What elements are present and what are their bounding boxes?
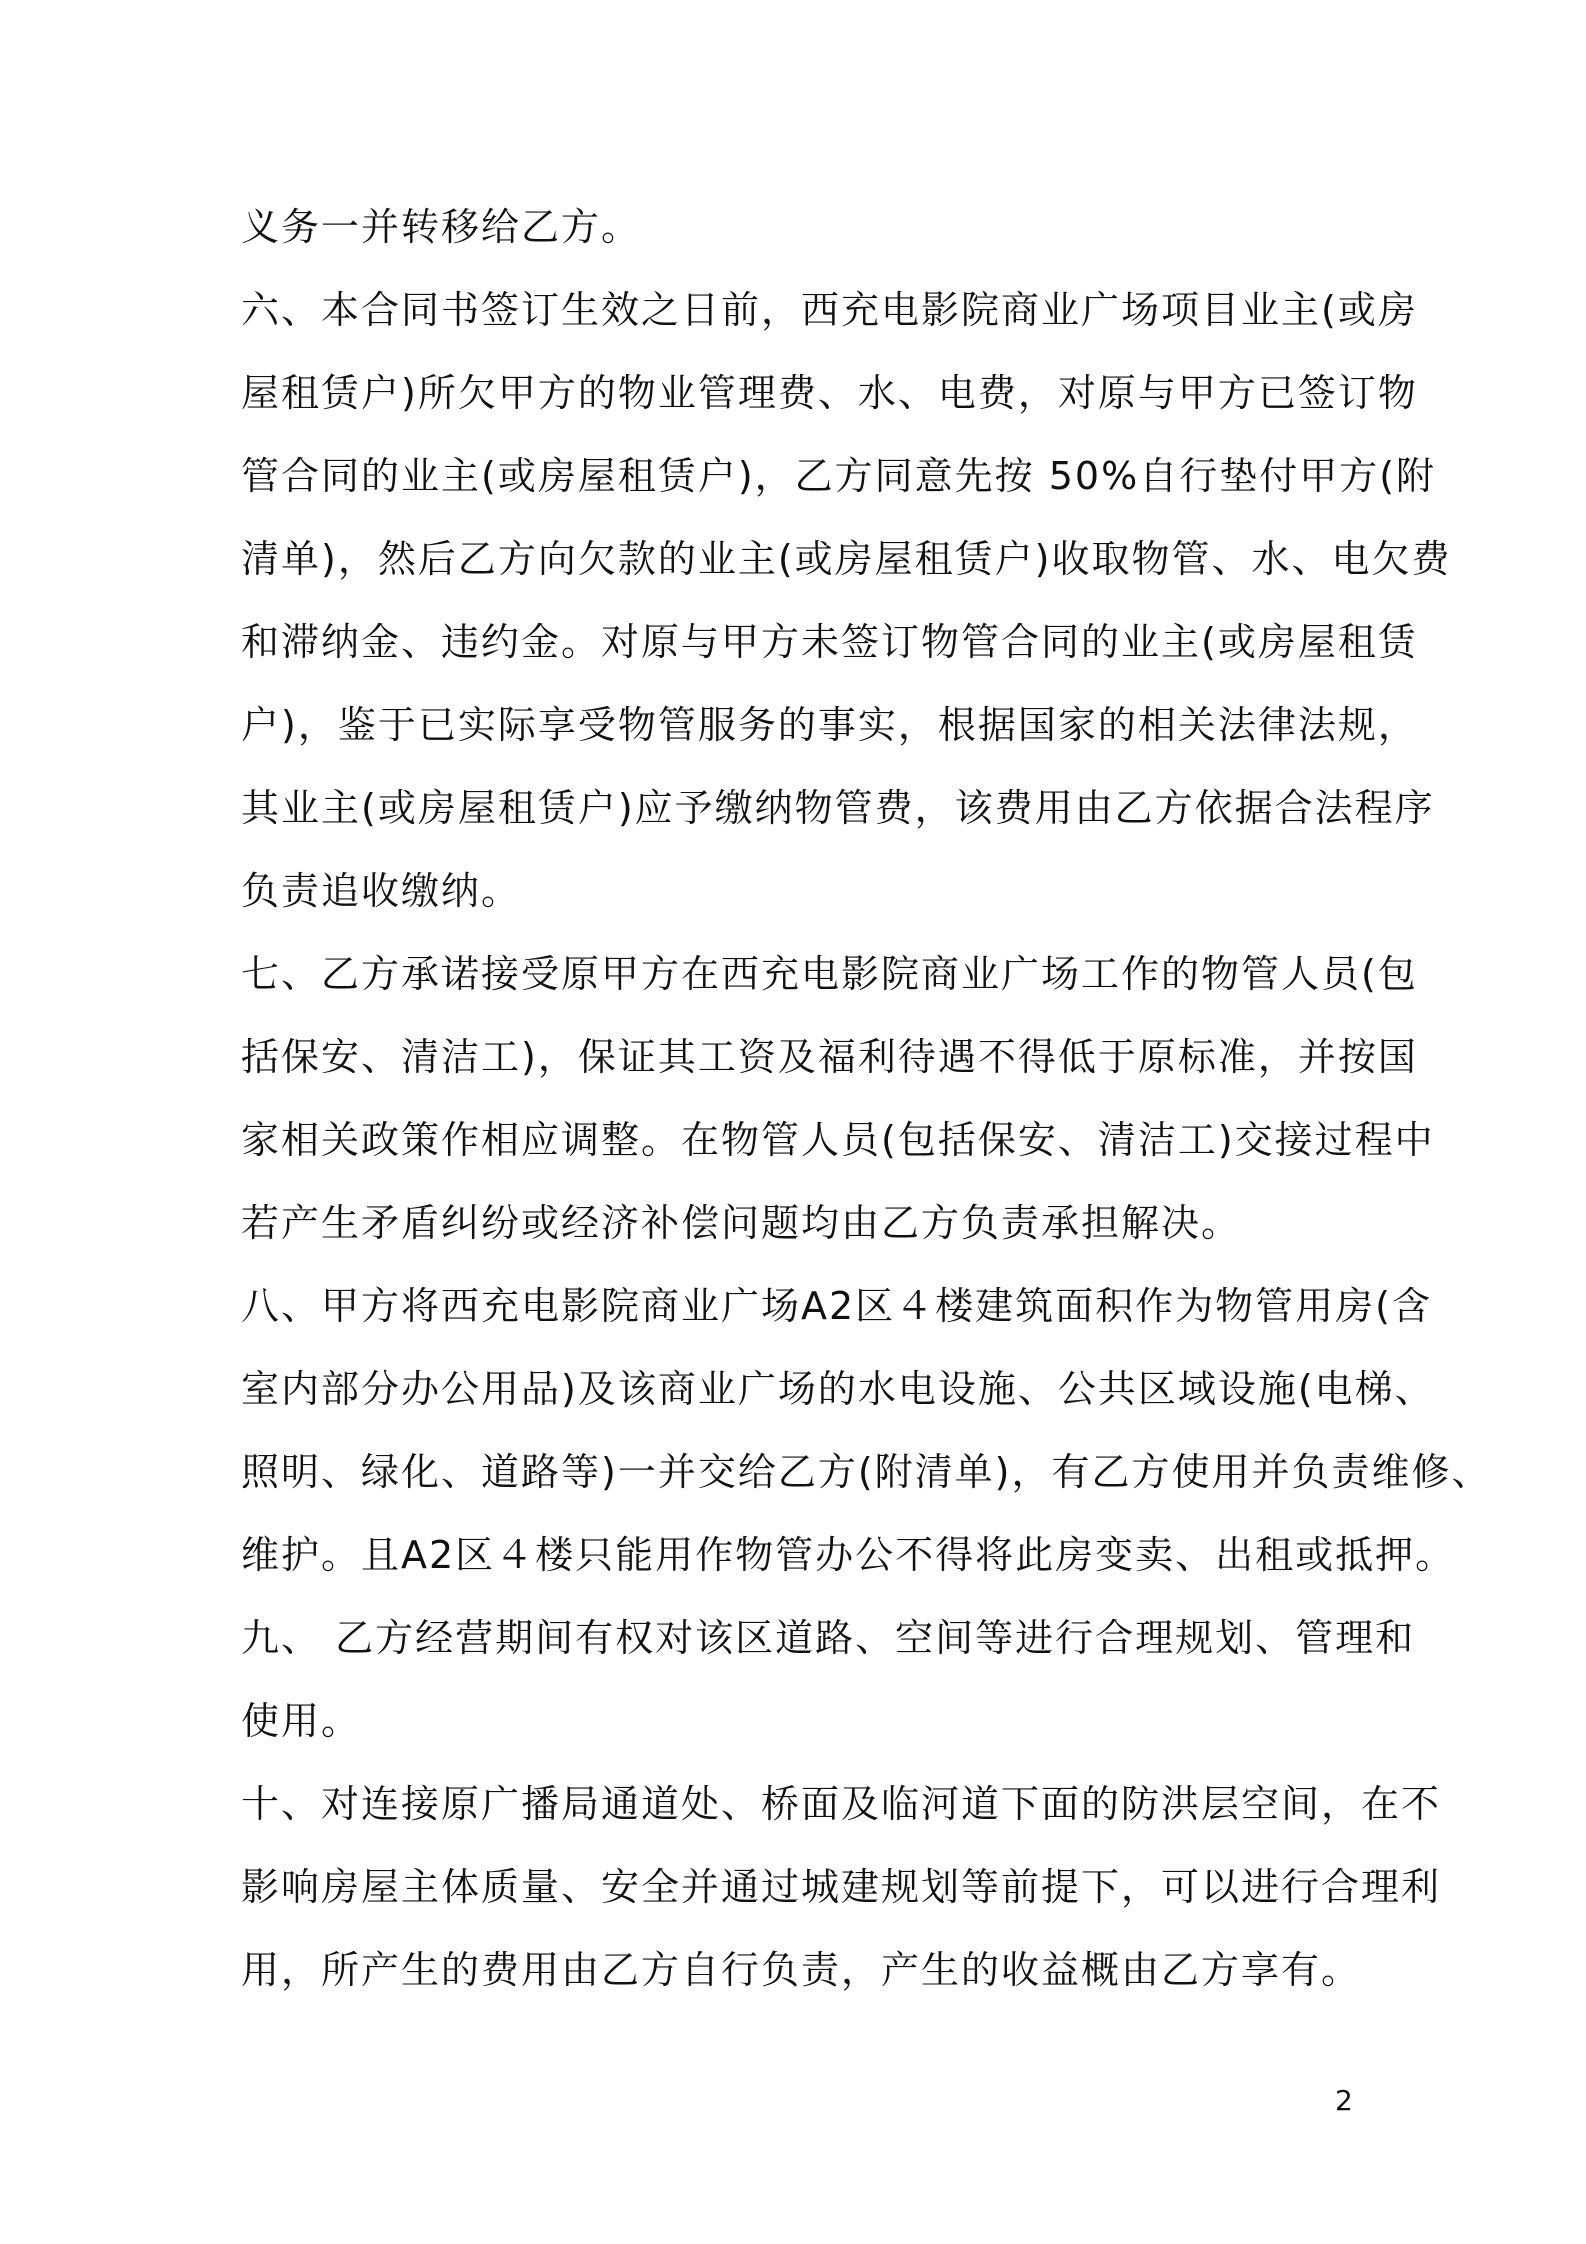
text-line: 维护。且A2区４楼只能用作物管办公不得将此房变卖、出租或抵押。: [241, 1533, 1456, 1577]
text-line: 屋租赁户)所欠甲方的物业管理费、水、电费，对原与甲方已签订物: [241, 371, 1418, 415]
text-line: 八、甲方将西充电影院商业广场A2区４楼建筑面积作为物管用房(含: [241, 1284, 1433, 1328]
text-line: 若产生矛盾纠纷或经济补偿问题均由乙方负责承担解决。: [241, 1201, 1242, 1245]
text-line: 用，所产生的费用由乙方自行负责，产生的收益概由乙方享有。: [241, 1948, 1362, 1992]
text-line: 影响房屋主体质量、安全并通过城建规划等前提下，可以进行合理利: [241, 1865, 1442, 1909]
text-line: 户)，鉴于已实际享受物管服务的事实，根据国家的相关法律法规，: [241, 703, 1418, 747]
text-line: 家相关政策作相应调整。在物管人员(包括保安、清洁工)交接过程中: [241, 1118, 1435, 1162]
text-line: 清单)，然后乙方向欠款的业主(或房屋租赁户)收取物管、水、电欠费: [241, 537, 1452, 581]
text-line: 使用。: [241, 1699, 362, 1743]
text-line: 九、 乙方经营期间有权对该区道路、空间等进行合理规划、管理和: [241, 1616, 1416, 1660]
text-line: 其业主(或房屋租赁户)应予缴纳物管费，该费用由乙方依据合法程序: [241, 786, 1435, 830]
text-line: 负责追收缴纳。: [241, 869, 522, 913]
text-line: 六、本合同书签订生效之日前，西充电影院商业广场项目业主(或房: [241, 288, 1418, 332]
text-line: 十、对连接原广播局通道处、桥面及临河道下面的防洪层空间，在不: [241, 1782, 1442, 1826]
text-line: 七、乙方承诺接受原甲方在西充电影院商业广场工作的物管人员(包: [241, 952, 1418, 996]
text-line: 管合同的业主(或房屋租赁户)，乙方同意先按 50%自行垫付甲方(附: [241, 454, 1437, 498]
text-line: 室内部分办公用品)及该商业广场的水电设施、公共区域设施(电梯、: [241, 1367, 1435, 1411]
text-line: 义务一并转移给乙方。: [241, 205, 642, 249]
page-number: 2: [1335, 2084, 1353, 2117]
text-line: 括保安、清洁工)，保证其工资及福利待遇不得低于原标准，并按国: [241, 1035, 1418, 1079]
text-line: 照明、绿化、道路等)一并交给乙方(附清单)，有乙方使用并负责维修、: [241, 1450, 1492, 1494]
text-line: 和滞纳金、违约金。对原与甲方未签订物管合同的业主(或房屋租赁: [241, 620, 1418, 664]
body-text: [241, 186, 1492, 2012]
